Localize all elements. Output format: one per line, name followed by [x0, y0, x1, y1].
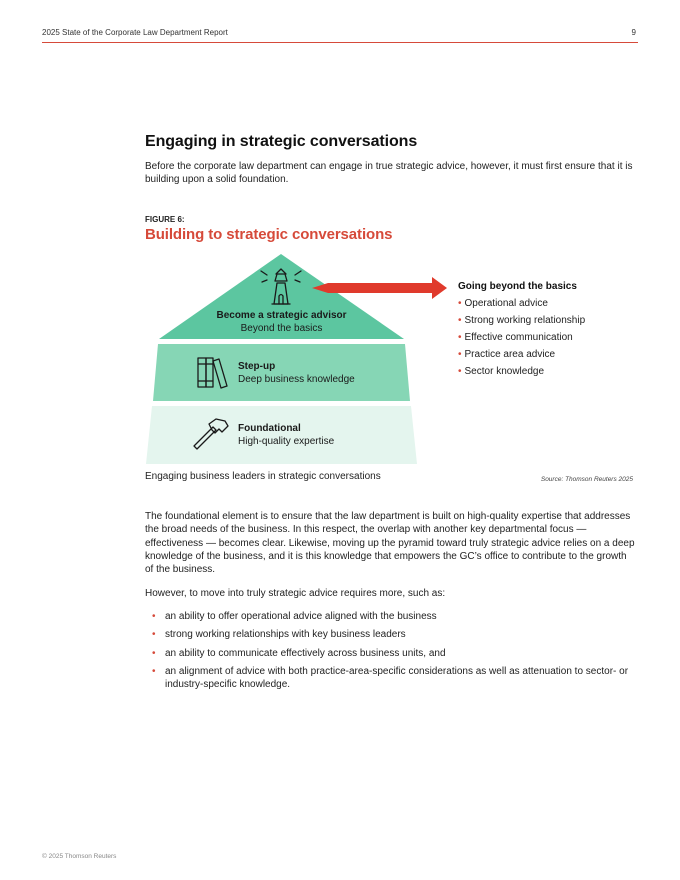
list-item: • Operational advice	[458, 298, 548, 309]
tier-foundational-subtitle: High-quality expertise	[238, 436, 335, 447]
beyond-basics-panel	[458, 281, 658, 380]
beyond-basics-heading: Going beyond the basics	[458, 281, 577, 292]
list-item: • an ability to offer operational advice aligned with the business	[152, 611, 437, 622]
body-bullet-list	[152, 610, 632, 696]
body-paragraph-2: However, to move into truly strategic advice requires more, such as:	[145, 588, 446, 599]
list-item: • an ability to communicate effectively across business units, and	[152, 647, 446, 659]
tier-stepup-name: Step-up	[238, 361, 276, 372]
list-item: • Sector knowledge	[458, 366, 545, 377]
figure-caption: Engaging business leaders in strategic conversations	[145, 471, 381, 482]
figure-source: Source: Thomson Reuters 2025	[540, 476, 633, 483]
page-header	[42, 28, 638, 43]
list-item: • Practice area advice	[458, 349, 556, 360]
page-number: 9	[631, 28, 636, 37]
tier-strategic-text	[209, 309, 354, 335]
report-title: 2025 State of the Corporate Law Department Report	[42, 28, 228, 37]
body-paragraph-1: The foundational element is to ensure that the law department is built on high-quality expertise that addresses the broad needs of the business. In this respect, the overlap with another key departmental focus — effectiveness — becomes clear. Likewise, moving up the pyramid toward truly strategic advice relies on a deep knowledge of the business, and it is this knowledge that empowers the GC’s office to contribute to the growth of the business.	[145, 511, 635, 576]
beyond-basics-list	[458, 295, 658, 380]
list-item: • an alignment of advice with both practice-area-specific considerations as well as attenuation to sector- or industry-specific knowledge.	[152, 665, 629, 691]
tier-foundational-text	[238, 422, 334, 448]
list-item: • Strong working relationship	[458, 315, 586, 326]
tier-strategic-subtitle: Beyond the basics	[240, 323, 323, 334]
tier-stepup-text	[238, 360, 355, 386]
tier-stepup-subtitle: Deep business knowledge	[238, 374, 355, 385]
section-heading: Engaging in strategic conversations	[145, 133, 418, 150]
footer-copyright: © 2025 Thomson Reuters	[42, 853, 117, 860]
intro-paragraph: Before the corporate law department can engage in true strategic advice, however, it must first ensure that it is building upon a solid foundation.	[145, 161, 633, 185]
figure-title: Building to strategic conversations	[145, 226, 393, 243]
tier-strategic-name: Become a strategic advisor	[216, 310, 347, 321]
list-item: • strong working relationships with key business leaders	[152, 629, 406, 641]
figure-label: FIGURE 6:	[145, 215, 185, 224]
list-item: • Effective communication	[458, 332, 573, 343]
tier-foundational-name: Foundational	[238, 423, 301, 434]
